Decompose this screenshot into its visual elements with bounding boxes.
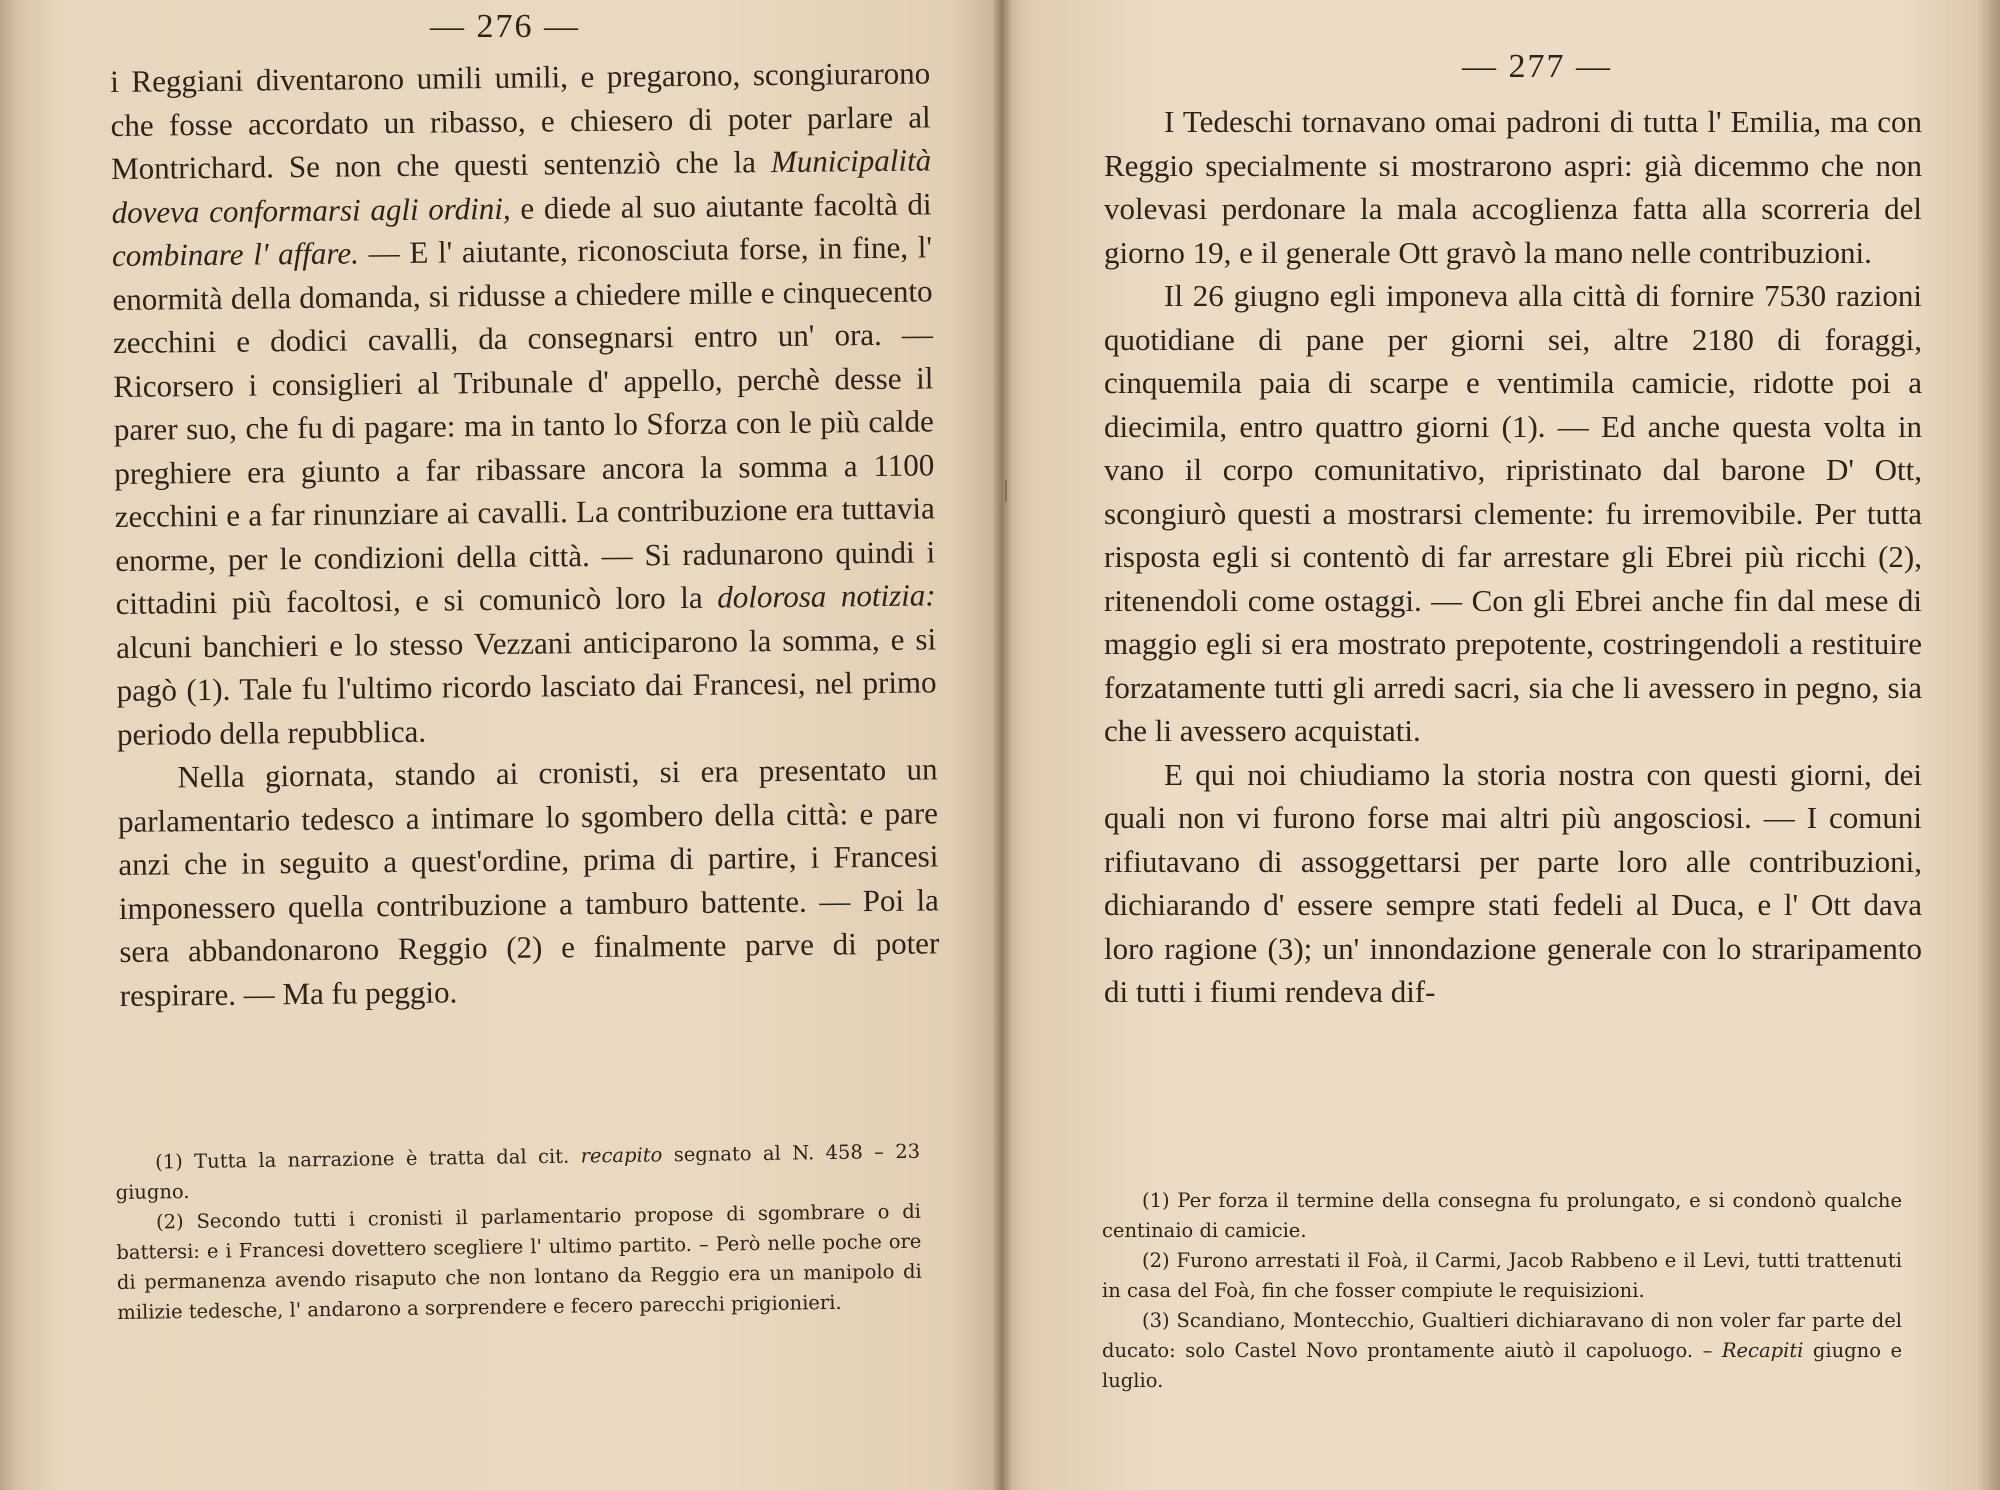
page-number: — 277 — xyxy=(1462,48,1612,85)
footnote: (1) Per forza il termine della consegna fu prolungato, e si condonò qualche centinaio di camicie. xyxy=(1102,1189,1902,1242)
italic-run: Municipalità doveva conformarsi agli ordini, xyxy=(111,142,932,230)
italic-run: Recapiti xyxy=(1721,1339,1804,1362)
text-run: alcuni banchieri e lo stesso Vezzani anticiparono la somma, e si pagò (1). Tale fu l'ultimo ricordo lasciato dai Francesi, nel primo periodo della repubblica. xyxy=(115,620,937,752)
text-run: — E l' aiutante, riconosciuta forse, in fine, l' enormità della domanda, si ridusse a chiedere mille e cinquecento zecchini e dodici cavalli, da consegnarsi entro un' ora. — Ricorsero i consiglieri al Tribunale d' appello, perchè desse il parer suo, che fu di pagare: ma in tanto lo Sforza con le più calde preghiere era giunto a far ribassare ancora la somma a 1100 zecchini e a far rinunziare ai cavalli. La contribuzione era tuttavia enorme, per le condizioni della città. — Si radunarono quindi i cittadini più facoltosi, e si comunicò loro la xyxy=(112,229,936,621)
italic-run: combinare l' affare. xyxy=(111,235,360,273)
footnotes xyxy=(1102,1186,1902,1396)
book-gutter xyxy=(992,0,1012,1490)
text-run: giugno e luglio. xyxy=(1102,1339,1902,1392)
paragraph: E qui noi chiudiamo la storia nostra con questi giorni, dei quali non vi furono forse mai altri più angosciosi. — I comuni rifiutavano di assoggettarsi per parte loro alle contribuzioni, dichiarando d' essere sempre stati fedeli al Duca, e l' Ott dava loro ragione (3); un' innondazione generale con lo straripamento di tutti i fiumi rendeva dif- xyxy=(1104,756,1922,1009)
text-run: segnato al N. 458 – 23 giugno. xyxy=(115,1139,921,1204)
footnote xyxy=(1102,1306,1902,1396)
paragraph: Nella giornata, stando ai cronisti, si era presentato un parlamentario tedesco a intimare lo sgombero della città: e pare anzi che in seguito a quest'ordine, prima di partire, i Francesi imponessero quella contribuzione a tamburo battente. — Poi la sera abbandonarono Reggio (2) e finalmente parve di poter respirare. — Ma fu peggio. xyxy=(117,751,940,1013)
text-run: (3) Scandiano, Montecchio, Gualtieri dichiaravano di non voler far parte del ducato: solo Castel Novo prontamente aiutò il capoluogo. – xyxy=(1102,1309,1902,1362)
main-text xyxy=(110,51,940,1017)
text-run: e diede al suo aiutante facoltà di xyxy=(510,185,932,226)
footnote: (2) Secondo tutti i cronisti il parlamentario propose di sgombrare o di battersi: e i Francesi dovettero scegliere l' ultimo partito. – Però nelle poche ore di permanenza avendo risaputo che non lontano da Reggio era un manipolo di milizie tedesche, l' andarono a sorprendere e fecero parecchi prigionieri. xyxy=(116,1199,922,1324)
text-run: (1) Tutta la narrazione è tratta dal cit. xyxy=(155,1144,581,1174)
paragraph: I Tedeschi tornavano omai padroni di tutta l' Emilia, ma con Reggio specialmente si mostrarono aspri: già dicemmo che non volevasi perdonare la mala accoglienza fatta alla scorreria del giorno 19, e il generale Ott gravò la mano nelle contribuzioni. xyxy=(1104,104,1922,270)
right-page xyxy=(1002,0,2000,1490)
paragraph: Il 26 giugno egli imponeva alla città di fornire 7530 razioni quotidiane di pane per giorni sei, altre 2180 di foraggi, cinquemila paia di scarpe e ventimila camicie, ridotte poi a diecimila, entro quattro giorni (1). — Ed anche questa volta in vano il corpo comunitativo, ripristinato dal barone D' Ott, scongiurò questi a mostrarsi clemente: fu irremovibile. Per tutta risposta egli si contentò di far arrestare gli Ebrei più ricchi (2), ritenendoli come ostaggi. — Con gli Ebrei anche fin dal mese di maggio egli si era mostrato prepotente, costringendoli a restituire forzatamente tutti gli arredi sacri, sia che li avessero in pegno, sia che li avessero acquistati. xyxy=(1104,278,1922,748)
page-number: — 276 — xyxy=(430,8,580,45)
gutter-mark xyxy=(1005,480,1007,502)
text-run: i Reggiani diventarono umili umili, e pregarono, scongiurarono che fosse accordato un ribasso, e chiesero di poter parlare al Montrichard. Se non che questi sentenziò che la xyxy=(110,55,931,186)
paragraph xyxy=(110,51,937,756)
footnotes xyxy=(115,1137,922,1328)
footnote: (2) Furono arrestati il Foà, il Carmi, Jacob Rabbeno e il Levi, tutti trattenuti in casa del Foà, fin che fosser compiute le requisizioni. xyxy=(1102,1249,1902,1302)
italic-run: recapito xyxy=(580,1143,663,1168)
footnote xyxy=(115,1137,921,1208)
main-text xyxy=(1104,100,1922,1014)
italic-run: dolorosa notizia: xyxy=(717,577,936,615)
